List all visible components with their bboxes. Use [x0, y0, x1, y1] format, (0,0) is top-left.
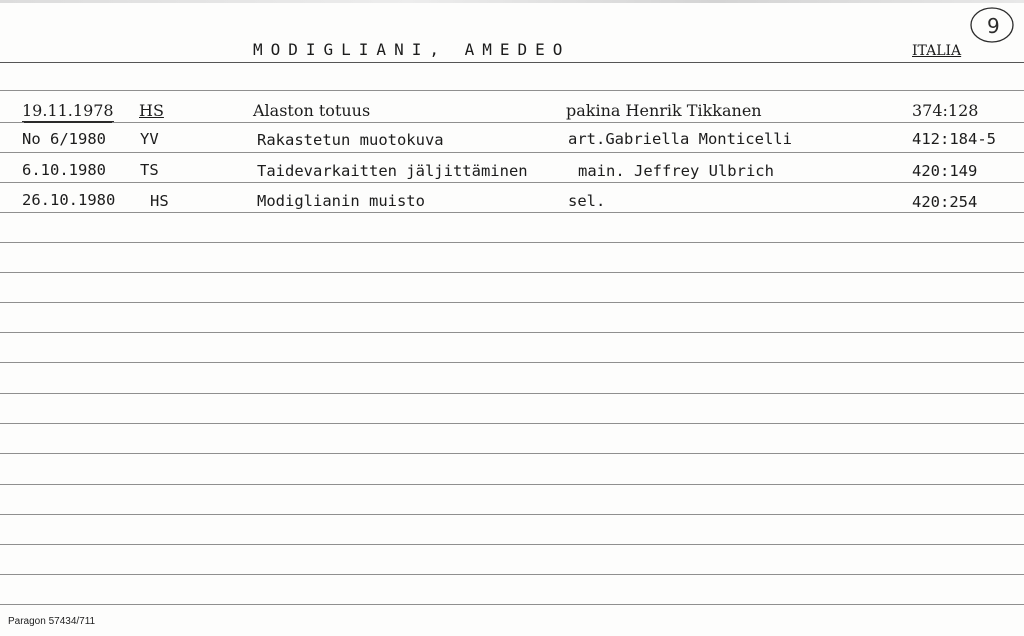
entry-title: Taidevarkaitten jäljittäminen: [257, 162, 528, 180]
entry-note: main. Jeffrey Ulbrich: [578, 162, 774, 180]
ruled-line: [0, 574, 1024, 575]
ruled-line: [0, 90, 1024, 91]
entry-source: TS: [140, 161, 159, 179]
entry-source: HS: [150, 192, 169, 210]
ruled-line: [0, 484, 1024, 485]
card-number-circle-icon: [968, 4, 1018, 44]
entry-reference: 412:184-5: [912, 130, 996, 148]
entry-reference: 420:254: [912, 193, 978, 211]
entry-source: HS: [139, 101, 164, 120]
subject-heading: MODIGLIANI, AMEDEO: [253, 40, 571, 59]
entry-title: Rakastetun muotokuva: [257, 131, 444, 149]
card-top-edge: [0, 0, 1024, 3]
entry-note: pakina Henrik Tikkanen: [566, 101, 762, 120]
entry-note: sel.: [568, 192, 606, 210]
entry-date: No 6/1980: [22, 130, 106, 148]
card-footer-imprint: Paragon 57434/711: [8, 616, 96, 627]
entry-title: Alaston totuus: [253, 101, 371, 120]
ruled-line: [0, 423, 1024, 424]
ruled-line: [0, 393, 1024, 394]
ruled-line: [0, 544, 1024, 545]
ruled-line: [0, 272, 1024, 273]
country-label: ITALIA: [912, 43, 962, 59]
ruled-line: [0, 182, 1024, 183]
ruled-line: [0, 122, 1024, 123]
ruled-line: [0, 152, 1024, 153]
entry-reference: 420:149: [912, 162, 978, 180]
header-rule: [0, 62, 1024, 63]
ruled-line: [0, 302, 1024, 303]
ruled-line: [0, 604, 1024, 605]
entry-date: 26.10.1980: [22, 191, 116, 209]
entry-date: 19.11.1978: [22, 101, 114, 120]
ruled-line: [0, 514, 1024, 515]
card-number: 9: [987, 14, 1000, 38]
entry-source: YV: [140, 130, 159, 148]
ruled-line: [0, 212, 1024, 213]
card-number-circle: [968, 4, 1018, 44]
ruled-line: [0, 362, 1024, 363]
entry-date: 6.10.1980: [22, 161, 106, 179]
ruled-line: [0, 453, 1024, 454]
ruled-line: [0, 332, 1024, 333]
ruled-line: [0, 242, 1024, 243]
entry-note: art.Gabriella Monticelli: [568, 130, 792, 148]
entry-title: Modiglianin muisto: [257, 192, 425, 210]
entry-reference: 374:128: [912, 101, 979, 120]
